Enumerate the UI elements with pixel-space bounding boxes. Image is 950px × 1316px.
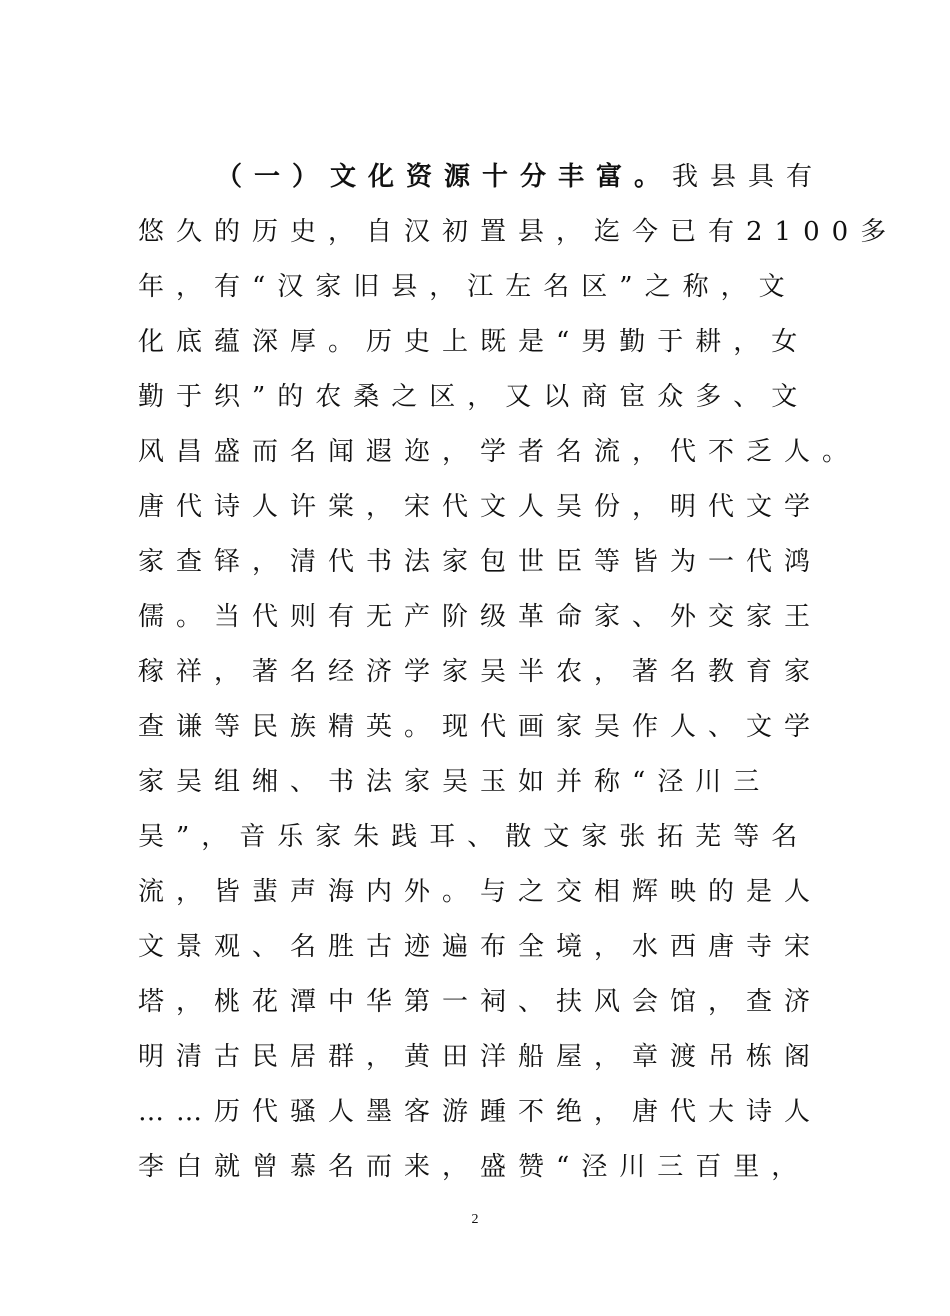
body-paragraph: [138, 150, 899, 1195]
text-line: 家吴组缃、书法家吴玉如并称“泾川三: [138, 767, 772, 797]
text-line: 塔，桃花潭中华第一祠、扶风会馆，查济: [138, 987, 823, 1017]
text-line: 化底蕴深厚。历史上既是“男勤于耕，女: [138, 327, 810, 357]
text-line-run: 我县具有: [672, 162, 825, 192]
section-heading: （一）文化资源十分丰富。: [216, 162, 673, 192]
text-line: 李白就曾慕名而来，盛赞“泾川三百里，: [138, 1152, 810, 1182]
text-line: 流，皆蜚声海内外。与之交相辉映的是人: [138, 877, 823, 907]
text-line: 唐代诗人许棠，宋代文人吴份，明代文学: [138, 492, 823, 522]
text-line: 查谦等民族精英。现代画家吴作人、文学: [138, 712, 823, 742]
text-line: 年，有“汉家旧县，江左名区”之称，文: [138, 272, 797, 302]
text-line: 家查铎，清代书法家包世臣等皆为一代鸿: [138, 547, 823, 577]
page-number: 2: [471, 1212, 479, 1227]
text-line: 悠久的历史，自汉初置县，迄今已有2100多: [138, 217, 899, 247]
text-line: 明清古民居群，黄田洋船屋，章渡吊栋阁: [138, 1042, 823, 1072]
text-line: 稼祥，著名经济学家吴半农，著名教育家: [138, 657, 823, 687]
text-line: 文景观、名胜古迹遍布全境，水西唐寺宋: [138, 932, 823, 962]
text-line: 勤于织”的农桑之区，又以商宦众多、文: [138, 382, 810, 412]
text-line: 风昌盛而名闻遐迩，学者名流，代不乏人。: [138, 437, 861, 467]
text-line: 儒。当代则有无产阶级革命家、外交家王: [138, 602, 823, 632]
text-line: ……历代骚人墨客游踵不绝，唐代大诗人: [138, 1097, 823, 1127]
text-line: [138, 150, 858, 205]
text-line: 吴”，音乐家朱践耳、散文家张拓芜等名: [138, 822, 810, 852]
